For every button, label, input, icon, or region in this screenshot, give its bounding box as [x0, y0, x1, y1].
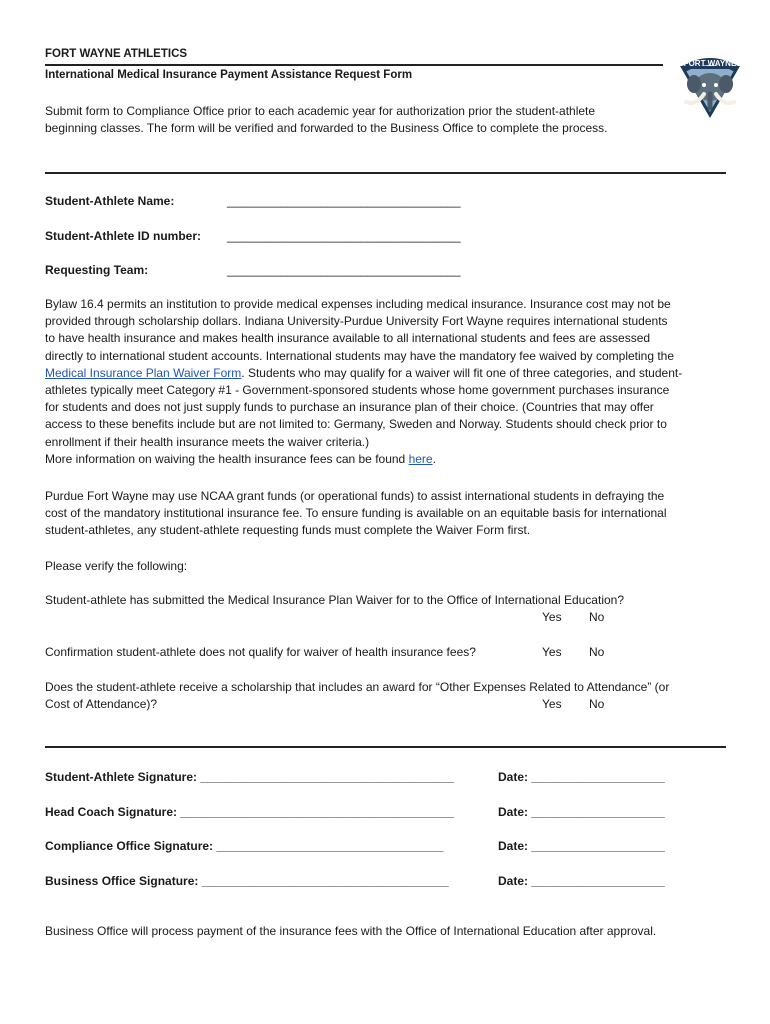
- head-coach-signature-line[interactable]: Head Coach Signature: _________________________________________: [45, 805, 454, 819]
- bylaw-line: enrollment if their health insurance meets the waiver criteria.): [45, 434, 370, 449]
- bylaw-line: provided through scholarship dollars. Indiana University-Purdue University Fort Wayne requires international students: [45, 314, 668, 329]
- q1-no-option[interactable]: No: [589, 610, 605, 624]
- bylaw-line: athletes typically meet Category #1 - Government-sponsored students whose home government purchases insurance: [45, 383, 670, 398]
- compliance-office-date-line[interactable]: Date: ____________________: [498, 839, 665, 853]
- bylaw-line: for students and does not just supply funds to purchase an insurance plan of their choice. (Countries that may offer: [45, 400, 654, 415]
- here-link[interactable]: here: [408, 451, 433, 466]
- team-label: Requesting Team:: [45, 263, 149, 277]
- section-rule-bottom: [45, 746, 726, 748]
- ncaa-line: student-athletes, any student-athlete requesting funds must complete the Waiver Form first.: [45, 523, 531, 538]
- waiver-form-link[interactable]: Medical Insurance Plan Waiver Form: [45, 365, 242, 380]
- bylaw-line: to have health insurance and makes health insurance available to all international students and fees are assessed: [45, 331, 651, 346]
- bylaw-line: access to these benefits include but are not limited to: Germany, Sweden and Norway. Students should check prior to: [45, 417, 667, 432]
- form-title: International Medical Insurance Payment Assistance Request Form: [45, 69, 413, 81]
- q1-yes-option[interactable]: Yes: [542, 610, 562, 624]
- bylaw-line: Bylaw 16.4 permits an institution to provide medical expenses including medical insurance. Insurance cost may not be: [45, 297, 671, 311]
- bylaw-line: [45, 451, 682, 468]
- q3-yes-option[interactable]: Yes: [542, 697, 562, 711]
- verify-intro: Please verify the following:: [45, 559, 188, 573]
- ncaa-line: cost of the mandatory institutional insurance fee. To ensure funding is available on an equitable basis for international: [45, 506, 667, 521]
- more-info-text: More information on waiving the health insurance fees can be found: [45, 451, 409, 466]
- team-field[interactable]: ___________________________________: [227, 263, 461, 277]
- student-athlete-date-line[interactable]: Date: ____________________: [498, 770, 665, 784]
- name-field[interactable]: ___________________________________: [227, 194, 461, 208]
- header-rule: [45, 64, 663, 66]
- ncaa-line: Purdue Fort Wayne may use NCAA grant funds (or operational funds) to assist international students in defraying the: [45, 489, 665, 503]
- intro-line-1: Submit form to Compliance Office prior to each academic year for authorization prior the student-athlete: [45, 104, 596, 118]
- q3-no-option[interactable]: No: [589, 697, 605, 711]
- fort-wayne-mastodon-logo: [674, 50, 746, 120]
- name-label: Student-Athlete Name:: [45, 194, 175, 208]
- bylaw-line-text: . Students who may qualify for a waiver will fit one of three categories, and student-: [241, 365, 683, 380]
- id-field[interactable]: ___________________________________: [227, 229, 461, 243]
- compliance-office-signature-line[interactable]: Compliance Office Signature: __________________________________: [45, 839, 444, 853]
- business-office-signature-line[interactable]: Business Office Signature: _____________________________________: [45, 874, 449, 888]
- ncaa-paragraph: [45, 488, 667, 540]
- bylaw-paragraph: [45, 296, 682, 468]
- footer-note: Business Office will process payment of the insurance fees with the Office of International Education after approval.: [45, 924, 657, 938]
- question-3-line-1: Does the student-athlete receive a scholarship that includes an award for “Other Expenses Related to Attendance” (or: [45, 680, 670, 694]
- id-label: Student-Athlete ID number:: [45, 229, 201, 243]
- question-3-line-2: Cost of Attendance)?: [45, 697, 158, 711]
- bylaw-line: [45, 365, 682, 382]
- bylaw-line: directly to international student accounts. International students may have the mandatory fee waived by completing the: [45, 348, 675, 363]
- section-rule-top: [45, 172, 726, 174]
- question-1: Student-athlete has submitted the Medical Insurance Plan Waiver for to the Office of International Education?: [45, 593, 624, 607]
- logo-text: FORT WAYNE: [683, 59, 737, 68]
- q2-yes-option[interactable]: Yes: [542, 645, 562, 659]
- q2-no-option[interactable]: No: [589, 645, 605, 659]
- intro-line-2: beginning classes. The form will be verified and forwarded to the Business Office to complete the process.: [45, 121, 608, 135]
- org-name: FORT WAYNE ATHLETICS: [45, 48, 188, 60]
- head-coach-date-line[interactable]: Date: ____________________: [498, 805, 665, 819]
- question-2: Confirmation student-athlete does not qualify for waiver of health insurance fees?: [45, 645, 476, 659]
- business-office-date-line[interactable]: Date: ____________________: [498, 874, 665, 888]
- more-info-period: .: [432, 451, 436, 466]
- student-athlete-signature-line[interactable]: Student-Athlete Signature: ______________________________________: [45, 770, 454, 784]
